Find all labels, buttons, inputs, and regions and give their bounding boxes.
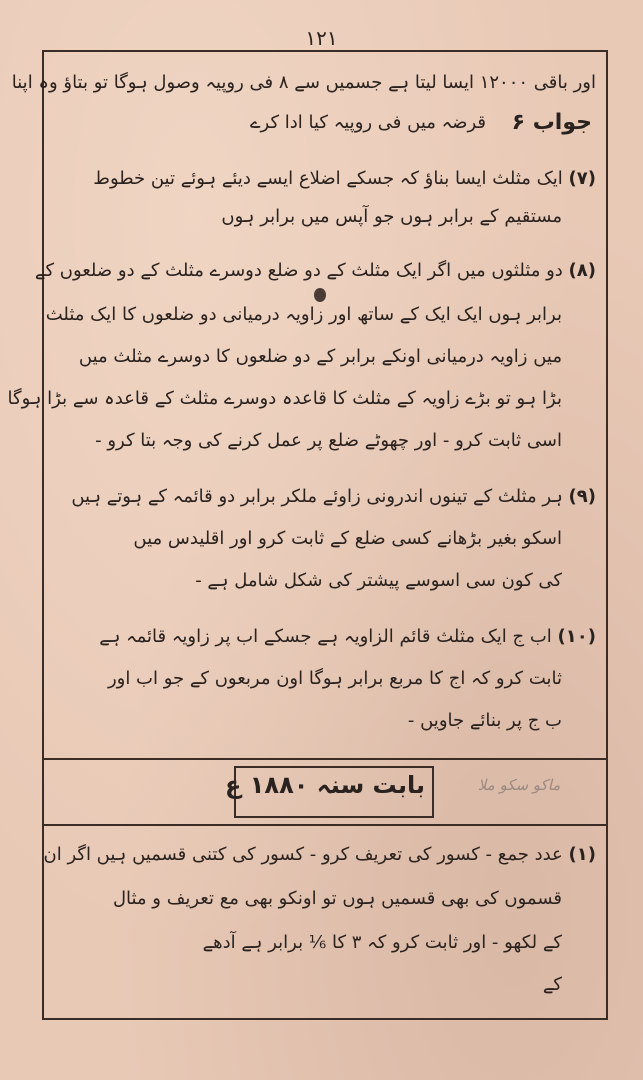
question-number: (۸) <box>568 260 596 281</box>
question-8-line: بڑا ہو تو بڑے زاویہ کے مثلث کا قاعدہ دوسرے مثلث کے قاعدہ سے بڑا ہوگا <box>7 388 562 409</box>
intro-line: قرضہ میں فی روپیہ کیا ادا کرے <box>249 112 486 133</box>
question-8-line <box>34 254 596 288</box>
question-text: اب ج ایک مثلث قائم الزاویہ ہے جسکے اب پر زاویہ قائمہ ہے <box>99 626 552 647</box>
question-7-line <box>54 162 596 196</box>
question-text: دو مثلثوں میں اگر ایک مثلث کے دو ضلع دوسرے مثلث کے دو ضلعوں کے <box>34 260 563 281</box>
question-8-line: اسی ثابت کرو - اور چھوٹے ضلع پر عمل کرنے کی وجہ بتا کرو - <box>95 430 562 451</box>
question-9-line <box>54 480 596 514</box>
question-1-line: کے <box>542 974 562 995</box>
question-9-line: کی کون سی اسوسے پیشتر کی شکل شامل ہے - <box>195 570 562 591</box>
question-text: ایک مثلث ایسا بناؤ کہ جسکے اضلاع ایسے دیئے ہوئے تین خطوط <box>93 168 563 189</box>
question-number: (۹) <box>568 486 596 507</box>
question-1-line: قسموں کی بھی قسمیں ہوں تو اونکو بھی مع تعریف و مثال <box>112 888 562 909</box>
page-frame <box>7 50 608 1020</box>
question-number: (۷) <box>568 168 596 189</box>
intro-line: اور باقی ۱۲۰۰۰ ایسا لیتا ہے جسمیں سے ۸ فی روپیہ وصول ہوگا تو بتاؤ وہ اپنا <box>11 72 596 93</box>
question-9-line: اسکو بغیر بڑھانے کسی ضلع کے ثابت کرو اور اقلیدس میں <box>133 528 562 549</box>
answer-label: جواب ۶ <box>511 110 592 135</box>
upper-section <box>7 52 606 758</box>
question-text: عدد جمع - کسور کی تعریف کرو - کسور کی کتنی قسمیں ہیں اگر ان <box>43 844 563 865</box>
question-8-line: میں زاویہ درمیانی اونکے برابر کے دو ضلعوں کا دوسرے مثلث میں <box>78 346 562 367</box>
section-heading <box>44 758 606 826</box>
question-1-line <box>43 838 596 872</box>
margin-note: ماکو سکو ملا <box>477 776 561 794</box>
question-7-line: مستقیم کے برابر ہوں جو آپس میں برابر ہوں <box>221 206 562 227</box>
ink-stain <box>314 288 326 302</box>
question-10-line: ثابت کرو کہ اج کا مربع برابر ہوگا اون مربعوں کے جو اب اور <box>107 668 562 689</box>
question-1-line: کے لکھو - اور ثابت کرو کہ ۳ کا ⅙ برابر ہے آدھے <box>202 932 562 953</box>
page-number: ١٢١ <box>305 26 338 50</box>
question-8-line: برابر ہوں ایک ایک کے ساتھ اور زاویہ درمیانی دو ضلعوں کا ایک مثلث <box>45 304 562 325</box>
question-10-line <box>54 620 596 654</box>
question-10-line: ب ج پر بنائے جاویں - <box>407 710 562 731</box>
lower-section <box>44 826 606 1018</box>
question-number: (۱) <box>568 844 596 865</box>
question-number: (۱۰) <box>557 626 596 647</box>
question-text: ہر مثلث کے تینوں اندرونی زاوئے ملکر برابر دو قائمہ کے ہوتے ہیں <box>71 486 563 507</box>
heading-title: بابت سنہ ۱۸۸۰ ع <box>225 771 425 799</box>
